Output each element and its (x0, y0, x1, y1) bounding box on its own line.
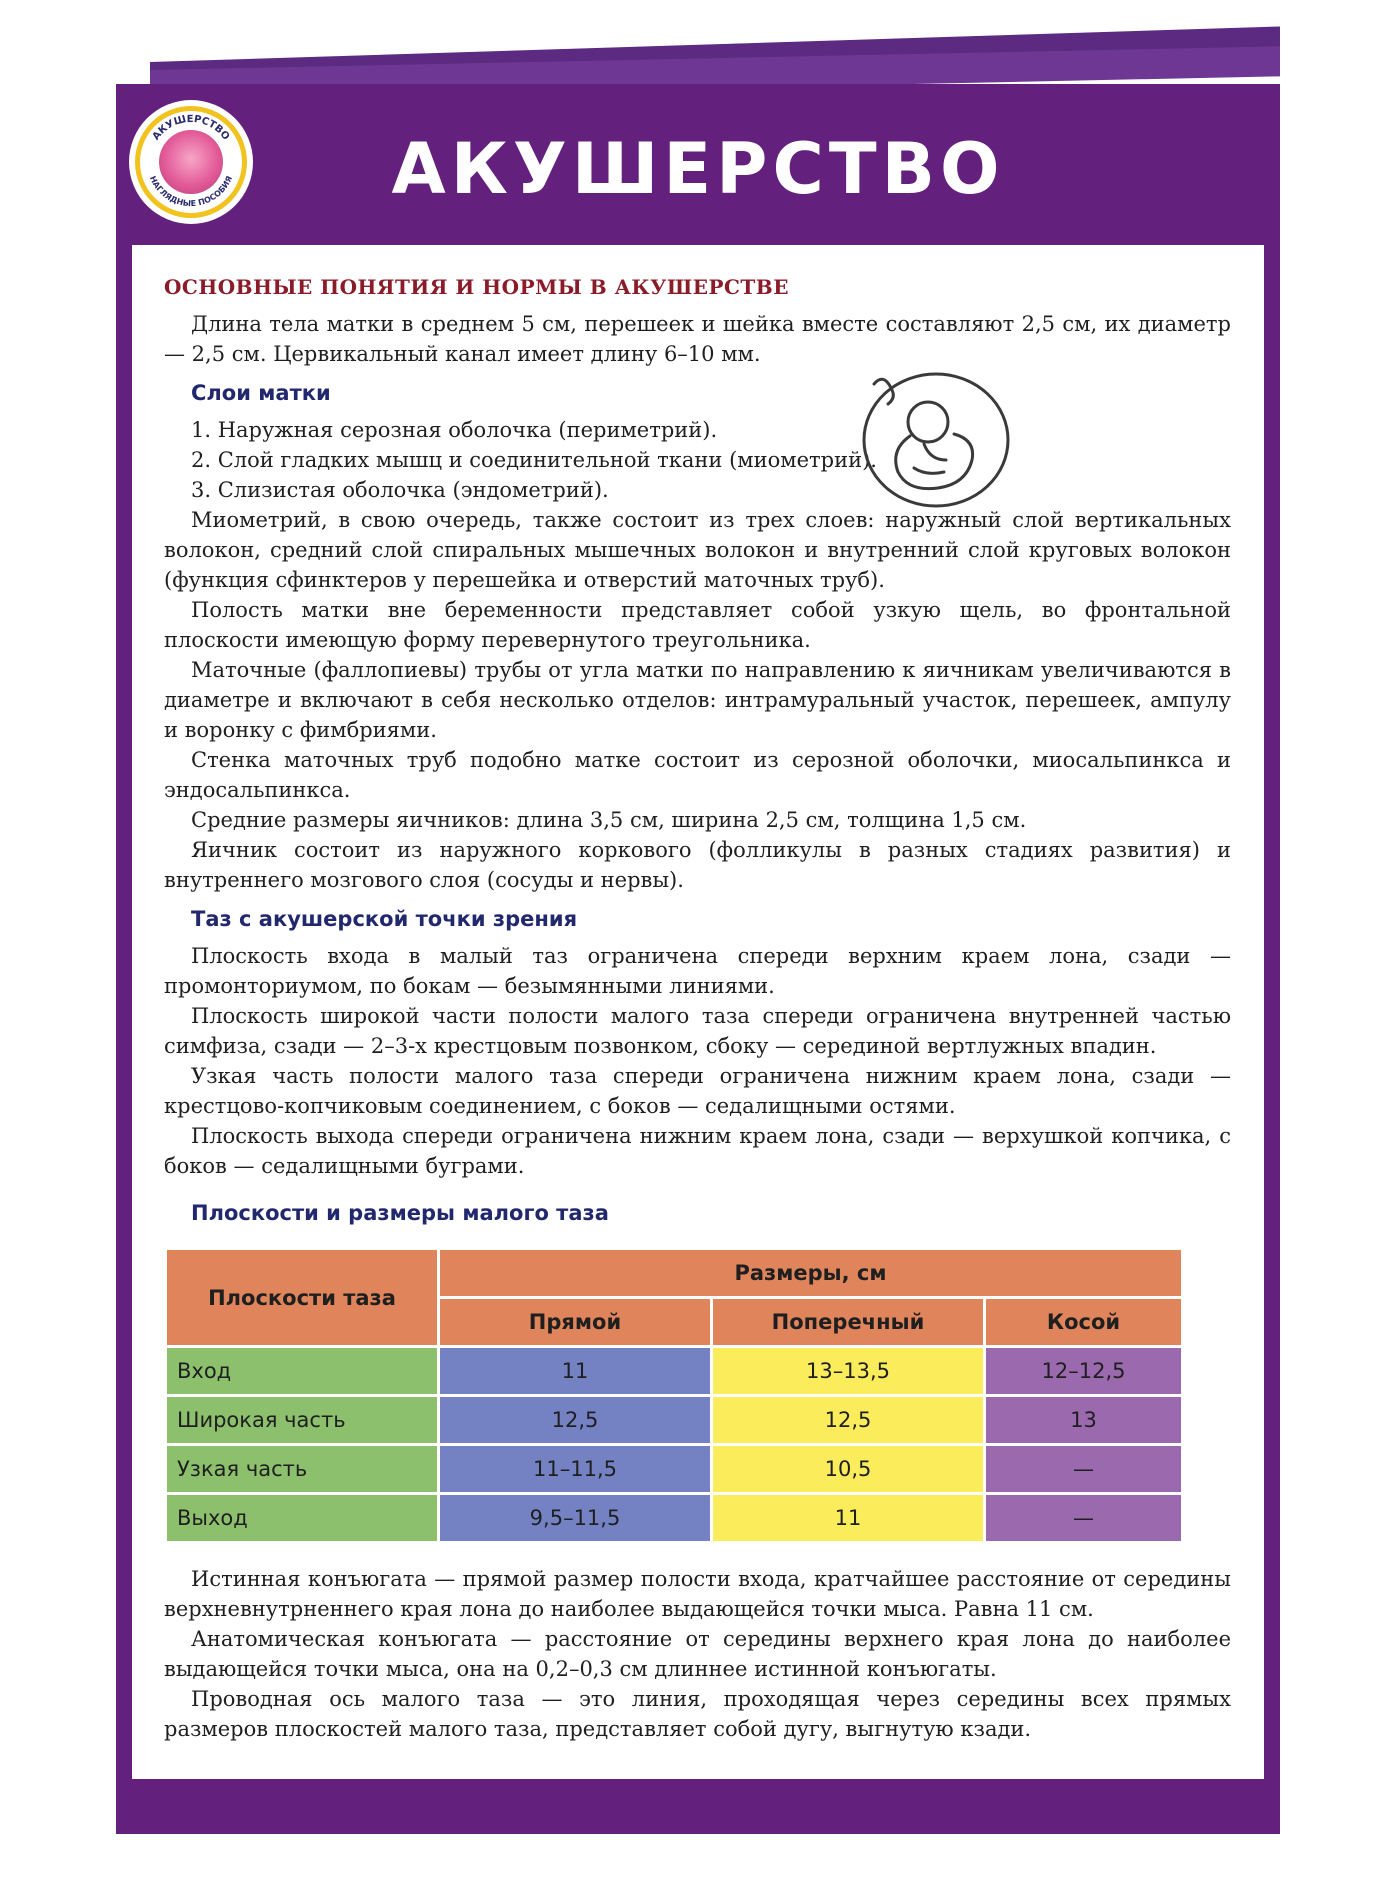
cell-oblique: — (986, 1495, 1181, 1541)
page-title: АКУШЕРСТВО (391, 128, 1005, 210)
header-sizes: Размеры, см (440, 1250, 1181, 1296)
uterus-paragraph: Маточные (фаллопиевы) трубы от угла матки по направлению к яичникам увеличиваются в диаметре и включают в себя несколько отделов: интрамуральный участок, перешеек, ампулу и воронку с фимбриями. (164, 658, 1231, 742)
cell-direct: 11 (440, 1348, 710, 1394)
section-title: ОСНОВНЫЕ ПОНЯТИЯ И НОРМЫ В АКУШЕРСТВЕ (164, 275, 789, 299)
header (116, 84, 1280, 244)
pelvis-paragraph: Плоскость широкой части полости малого таза спереди ограничена внутренней частью симфиза, сзади — 2–3-х крестцовым позвонком, сбоку — серединой вертлужных впадин. (164, 1004, 1231, 1058)
poster-cover (116, 84, 1280, 1834)
content (164, 275, 1231, 1744)
pelvis-paragraph: Плоскость выхода спереди ограничена нижним краем лона, сзади — верхушкой копчика, с боков — седалищными буграми. (164, 1124, 1231, 1178)
table-row (167, 1446, 1181, 1492)
uterus-paragraph: Стенка маточных труб подобно матке состоит из серозной оболочки, миосальпинкса и эндосальпинкса. (164, 748, 1231, 802)
cell-plane: Вход (167, 1348, 437, 1394)
pelvis-paragraph: Плоскость входа в малый таз ограничена спереди верхним краем лона, сзади — промонториумом, по бокам — безымянными линиями. (164, 944, 1231, 998)
cell-transverse: 11 (713, 1495, 983, 1541)
cell-oblique: — (986, 1446, 1181, 1492)
uterus-paragraph: Яичник состоит из наружного коркового (фолликулы в разных стадиях развития) и внутреннего мозгового слоя (сосуды и нервы). (164, 838, 1231, 892)
content-sheet (132, 245, 1264, 1779)
table-heading: Плоскости и размеры малого таза (191, 1201, 609, 1225)
uterus-paragraph: Миометрий, в свою очередь, также состоит из трех слоев: наружный слой вертикальных волокон, средний слой спиральных мышечных волокон и внутренний слой круговых волокон (функция сфинктеров у перешейка и отверстий маточных труб). (164, 508, 1231, 592)
pelvis-planes-table (164, 1247, 1184, 1544)
table-row (167, 1397, 1181, 1443)
uterus-paragraph: Средние размеры яичников: длина 3,5 см, ширина 2,5 см, толщина 1,5 см. (191, 808, 1027, 832)
uterus-heading: Слои матки (191, 381, 331, 405)
cell-plane: Выход (167, 1495, 437, 1541)
uterus-paragraph: Полость матки вне беременности представляет собой узкую щель, во фронтальной плоскости имеющую форму перевернутого треугольника. (164, 598, 1231, 652)
header-planes: Плоскости таза (167, 1250, 437, 1345)
table-row (167, 1348, 1181, 1394)
cell-transverse: 10,5 (713, 1446, 983, 1492)
closing-paragraph: Истинная конъюгата — прямой размер полости входа, кратчайшее расстояние от середины верхневнутрненнего края лона до наиболее выдающейся точки мыса. Равна 11 см. (164, 1567, 1231, 1621)
cell-oblique: 12–12,5 (986, 1348, 1181, 1394)
cell-transverse: 12,5 (713, 1397, 983, 1443)
table-row (167, 1495, 1181, 1541)
cell-transverse: 13–13,5 (713, 1348, 983, 1394)
uterus-layer-item: 1. Наружная серозная оболочка (периметрий). (191, 418, 718, 442)
pelvis-heading: Таз с акушерской точки зрения (191, 907, 578, 931)
cell-plane: Широкая часть (167, 1397, 437, 1443)
uterus-layer-item: 3. Слизистая оболочка (эндометрий). (191, 478, 609, 502)
svg-text:АКУШЕРСТВО: АКУШЕРСТВО (150, 113, 232, 143)
cell-oblique: 13 (986, 1397, 1181, 1443)
fetus-icon (854, 364, 1014, 512)
uterus-layer-item: 2. Слой гладких мышц и соединительной ткани (миометрий). (191, 448, 877, 472)
cell-direct: 12,5 (440, 1397, 710, 1443)
cell-direct: 11–11,5 (440, 1446, 710, 1492)
svg-text:НАГЛЯДНЫЕ ПОСОБИЯ: НАГЛЯДНЫЕ ПОСОБИЯ (147, 174, 235, 209)
header-direct: Прямой (440, 1299, 710, 1345)
cell-plane: Узкая часть (167, 1446, 437, 1492)
closing-paragraph: Анатомическая конъюгата — расстояние от середины верхнего края лона до наиболее выдающейся точки мыса, она на 0,2–0,3 см длиннее истинной конъюгаты. (164, 1627, 1231, 1681)
pelvis-paragraph: Узкая часть полости малого таза спереди ограничена нижним краем лона, сзади — крестцово-копчиковым соединением, с боков — седалищными остями. (164, 1064, 1231, 1118)
cell-direct: 9,5–11,5 (440, 1495, 710, 1541)
header-transverse: Поперечный (713, 1299, 983, 1345)
closing-paragraph: Проводная ось малого таза — это линия, проходящая через середины всех прямых размеров плоскостей малого таза, представляет собой дугу, выгнутую кзади. (164, 1687, 1231, 1741)
intro-paragraph: Длина тела матки в среднем 5 см, перешеек и шейка вместе составляют 2,5 см, их диаметр — 2,5 см. Цервикальный канал имеет длину 6–10 мм. (164, 312, 1231, 366)
header-oblique: Косой (986, 1299, 1181, 1345)
